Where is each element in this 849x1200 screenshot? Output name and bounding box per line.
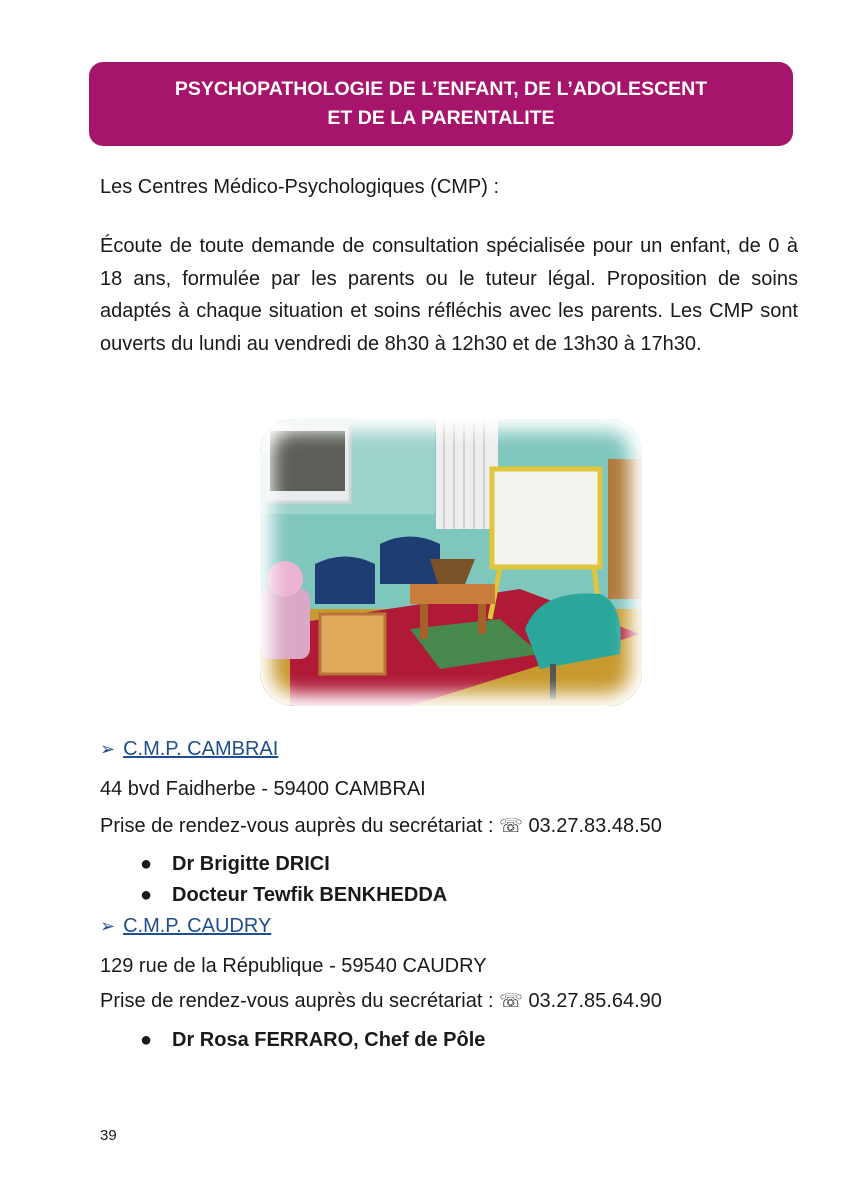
caudry-appointment [100,990,662,1013]
doctor-list-item: ● Docteur Tewfik BENKHEDDA [140,884,448,906]
arrow-bullet-icon: ➢ [100,739,116,759]
doctor-list-item: ● Dr Rosa FERRARO, Chef de Pôle [140,1029,486,1051]
header-title-line2: ET DE LA PARENTALITE [327,107,555,129]
arrow-bullet-icon: ➢ [100,916,116,936]
section-caudry-heading [100,915,271,938]
bullet-dot-icon: ● [140,884,153,906]
appointment-label: Prise de rendez-vous auprès du secrétariat : [100,815,494,837]
section-cambrai-heading [100,738,278,761]
caudry-phone: 03.27.85.64.90 [528,990,662,1012]
playroom-photo [260,419,642,706]
intro-text: Les Centres Médico-Psychologiques (CMP) : [100,176,500,198]
appointment-label: Prise de rendez-vous auprès du secrétariat : [100,990,494,1012]
telephone-icon: ☏ [499,815,523,837]
cambrai-phone: 03.27.83.48.50 [528,815,662,837]
doctor-list-item: ● Dr Brigitte DRICI [140,853,330,875]
cmp-caudry-link[interactable]: C.M.P. CAUDRY [123,915,272,937]
page-number: 39 [100,1127,117,1144]
header-title-line1: PSYCHOPATHOLOGIE DE L’ENFANT, DE L’ADOLESCENT [174,78,708,100]
cambrai-address: 44 bvd Faidherbe - 59400 CAMBRAI [100,778,426,800]
caudry-address: 129 rue de la République - 59540 CAUDRY [100,955,487,977]
bullet-dot-icon: ● [140,1029,153,1051]
description-paragraph: Écoute de toute demande de consultation spécialisée pour un enfant, de 0 à 18 ans, formulée par les parents ou le tuteur légal. Proposition de soins adaptés à chaque situation et soins réfléchis avec les parents. Les CMP sont ouverts du lundi au vendredi de 8h30 à 12h30 et de 13h30 à 17h30. [100,235,798,355]
section-header-banner [89,62,793,146]
bullet-dot-icon: ● [140,853,153,875]
cmp-cambrai-link[interactable]: C.M.P. CAMBRAI [123,738,279,760]
cambrai-appointment [100,815,662,838]
telephone-icon: ☏ [499,990,523,1012]
